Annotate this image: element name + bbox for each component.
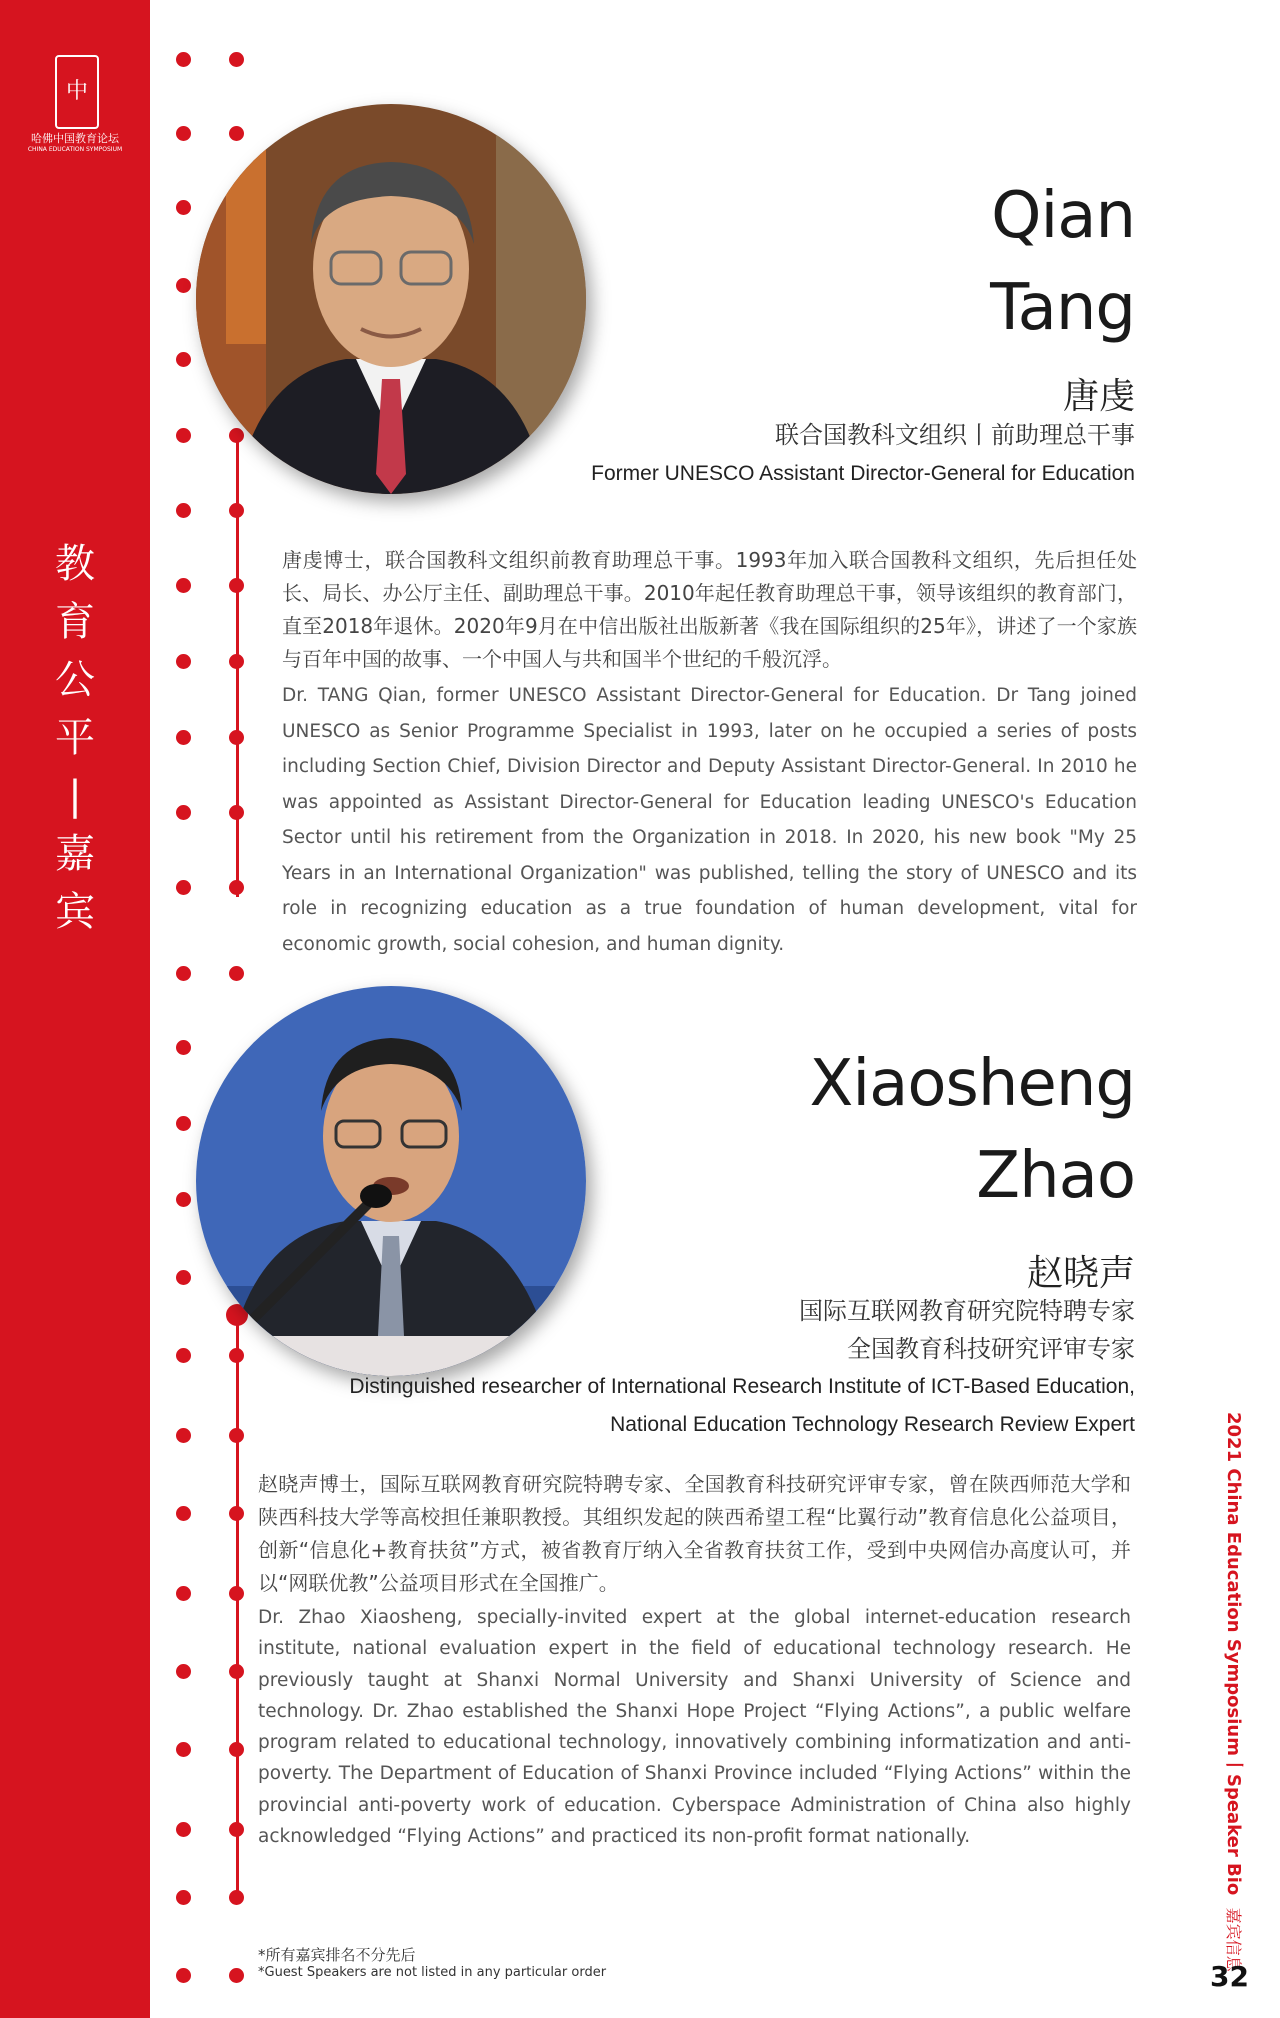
decorative-dot [229,52,244,67]
vertical-char: 教 [55,541,95,587]
speaker-bio [258,1468,1131,1852]
vertical-char: 平 [55,715,95,761]
speaker-name-cn: 赵晓声 [1026,1253,1135,1294]
timeline-line [236,432,239,897]
side-label-en: 2021 China Education Symposium丨Speaker Bio [1223,1412,1244,1896]
logo-subtitle: CHINA EDUCATION SYMPOSIUM [27,146,123,153]
decorative-dot [176,1192,191,1207]
logo-title: 哈佛中国教育论坛 [31,132,119,145]
first-name: Xiaosheng [809,1047,1135,1121]
last-name: Tang [990,271,1135,345]
role-line: Distinguished researcher of International Research Institute of ICT-Based Education, [349,1375,1135,1398]
decorative-dot [176,1586,191,1601]
decorative-dot [176,1040,191,1055]
speaker-role-cn [775,416,1135,454]
footnote-en: *Guest Speakers are not listed in any particular order [258,1965,607,1980]
role-line: Former UNESCO Assistant Director-General for Education [591,462,1135,485]
bio-en: Dr. TANG Qian, former UNESCO Assistant Director-General for Education. Dr Tang joined UNESCO as Senior Programme Specialist in 1993, later on he occupied a series of posts including Section Chief, Division Director and Deputy Assistant Director-General. In 2010 he was appointed as Assistant Director-General for Education leading UNESCO's Education Sector until his retirement from the Organization in 2018. In 2020, his new book "My 25 Years in an International Organization" was published, telling the story of UNESCO and its role in recognizing education as a true foundation of human development, vital for economic growth, social cohesion, and human dignity. [282,685,1137,955]
role-line: 联合国教科文组织丨前助理总干事 [775,421,1135,449]
decorative-dot [176,126,191,141]
decorative-dot-column [176,0,196,2018]
bio-cn: 赵晓声博士，国际互联网教育研究院特聘专家、全国教育科技研究评审专家，曾在陕西师范大学和陕西科技大学等高校担任兼职教授。其组织发起的陕西希望工程“比翼行动”教育信息化公益项目，创新“信息化+教育扶贫”方式，被省教育厅纳入全省教育扶贫工作，受到中央网信办高度认可，并以“网联优教”公益项目形式在全国推广。 [258,1472,1131,1595]
speaker-name-cn: 唐虔 [1062,376,1135,417]
portrait-illustration [196,986,586,1376]
decorative-dot [176,1270,191,1285]
logo-mark: 中 [65,79,88,104]
speaker-role-en [591,455,1135,493]
decorative-dot [229,1968,244,1983]
decorative-dot [176,428,191,443]
portrait-illustration [196,104,586,494]
speaker-role-en [349,1368,1135,1444]
vertical-char: 公 [55,657,95,703]
speaker-name-en [990,170,1135,354]
decorative-dot [176,503,191,518]
decorative-dot [176,1742,191,1757]
vertical-char: 嘉 [55,831,95,877]
decorative-dot [176,1968,191,1983]
speaker-role-cn [799,1292,1135,1368]
decorative-dot [229,126,244,141]
decorative-dot [176,578,191,593]
decorative-dot [176,1664,191,1679]
speaker-name-en [810,1038,1135,1222]
decorative-dot [176,1890,191,1905]
decorative-dot [176,352,191,367]
decorative-dot [176,200,191,215]
side-label-text [1222,1412,1248,1972]
decorative-dot [176,805,191,820]
bio-en: Dr. Zhao Xiaosheng, specially-invited expert at the global internet-education research institute, national evaluation expert in the field of educational technology research. He previously taught at Shanxi Normal University and Shanxi University of Science and technology. Dr. Zhao established the Shanxi Hope Project “Flying Actions”, a public welfare program related to educational technology, innovatively combining informatization and anti-poverty. The Department of Education of Shanxi Province included “Flying Actions” within the provincial anti-poverty work of education. Cyberspace Administration of China also highly acknowledged “Flying Actions” and practiced its non-profit format nationally. [258,1607,1131,1848]
vertical-char: 育 [55,599,95,645]
side-label-cn: 嘉宾信息 [1224,1907,1243,1972]
decorative-dot [176,730,191,745]
bio-cn: 唐虔博士，联合国教科文组织前教育助理总干事。1993年加入联合国教科文组织，先后担任处长、局长、办公厅主任、副助理总干事。2010年起任教育助理总干事，领导该组织的教育部门，直至2018年退休。2020年9月在中信出版社出版新著《我在国际组织的25年》，讲述了一个家族与百年中国的故事、一个中国人与共和国半个世纪的千般沉浮。 [282,548,1137,671]
speaker-photo [196,104,586,494]
decorative-dot [176,880,191,895]
symposium-logo [55,55,99,129]
decorative-dot [176,1822,191,1837]
speaker-photo [196,986,586,1376]
sidebar [0,0,150,2018]
decorative-dot [176,966,191,981]
decorative-dot [176,654,191,669]
decorative-dot [176,1116,191,1131]
vertical-char: 宾 [55,889,95,935]
role-line: 全国教育科技研究评审专家 [847,1335,1135,1363]
role-line: 国际互联网教育研究院特聘专家 [799,1297,1135,1325]
last-name: Zhao [976,1139,1135,1213]
section-vertical-title [40,535,110,941]
speaker-bio [282,544,1137,962]
vertical-char: | [68,773,82,819]
timeline-line [236,1312,239,1897]
page-number: 32 [1210,1960,1249,1993]
decorative-dot [176,278,191,293]
side-label [1222,1412,1252,1972]
decorative-dot [229,966,244,981]
first-name: Qian [991,179,1135,253]
decorative-dot [176,1428,191,1443]
decorative-dot [176,1506,191,1521]
decorative-dot [176,52,191,67]
decorative-dot [176,1348,191,1363]
footnote-cn: *所有嘉宾排名不分先后 [258,1946,416,1964]
role-line: National Education Technology Research Review Expert [610,1413,1135,1436]
